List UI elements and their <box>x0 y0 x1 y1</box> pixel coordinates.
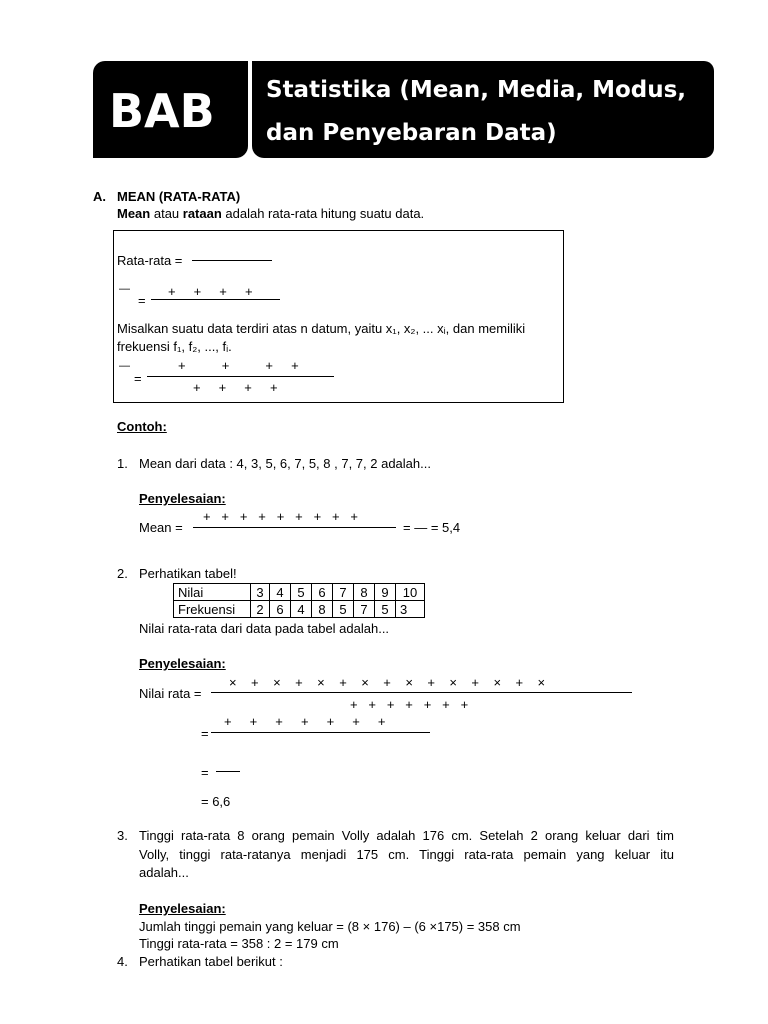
solution-2-label: Penyelesaian: <box>139 656 226 671</box>
formula-plus-row: + + + + <box>168 284 253 299</box>
chapter-title-box <box>252 61 714 158</box>
chapter-label-box <box>93 61 248 158</box>
xbar-symbol: — <box>119 360 130 372</box>
table-header-nilai: Nilai <box>174 584 251 601</box>
table-cell: 3 <box>396 601 425 618</box>
question-4-text: Perhatikan tabel berikut : <box>139 954 283 969</box>
solution-2-operator-row: × + × + × + × + × + × + × + × <box>229 675 546 690</box>
table-header-frekuensi: Frekuensi <box>174 601 251 618</box>
chapter-title-line-2: dan Penyebaran Data) <box>266 120 557 146</box>
fraction-bar <box>211 732 430 733</box>
solution-2-plus-row-bottom: + + + + + + + <box>350 697 469 712</box>
table-cell: 7 <box>354 601 375 618</box>
formula-description-line-1: Misalkan suatu data terdiri atas n datum, yaitu x₁, x₂, ... xᵢ, dan memiliki <box>117 321 526 336</box>
table-cell: 6 <box>270 601 291 618</box>
chapter-label: BAB <box>109 84 215 138</box>
intro-definition: adalah rata-rata hitung suatu data. <box>221 206 425 221</box>
equals-sign: = <box>134 371 142 386</box>
table-cell: 4 <box>291 601 312 618</box>
formula-description-line-2: frekuensi f₁, f₂, ..., fᵢ. <box>117 339 232 354</box>
section-intro <box>117 207 424 220</box>
intro-term-mean: Mean <box>117 206 151 221</box>
table-cell: 4 <box>270 584 291 601</box>
solution-3-label: Penyelesaian: <box>139 901 226 916</box>
fraction-bar <box>151 299 280 300</box>
table-cell: 7 <box>333 584 354 601</box>
question-3-line-1: Tinggi rata-rata 8 orang pemain Volly adalah 176 cm. Setelah 2 orang keluar dari tim <box>139 828 674 843</box>
equals-sign: = <box>201 726 209 741</box>
equals-sign: = <box>138 293 146 308</box>
table-row <box>174 601 425 618</box>
question-4-number: 4. <box>117 954 128 969</box>
section-marker: A. <box>93 189 106 204</box>
fraction-bar <box>192 260 272 261</box>
solution-2-plus-row-second: + + + + + + + <box>224 714 386 729</box>
solution-1-label: Penyelesaian: <box>139 491 226 506</box>
question-2-text: Perhatikan tabel! <box>139 566 237 581</box>
fraction-bar <box>216 771 240 772</box>
frequency-table <box>173 583 425 618</box>
intro-connector: atau <box>150 206 183 221</box>
table-row <box>174 584 425 601</box>
solution-2-result: = 6,6 <box>201 794 231 809</box>
fraction-bar <box>211 692 632 693</box>
question-2-number: 2. <box>117 566 128 581</box>
solution-1-mean-label: Mean = <box>139 520 183 535</box>
fraction-bar <box>193 527 396 528</box>
question-3-line-3: adalah... <box>139 865 189 880</box>
solution-3-line-2: Tinggi rata-rata = 358 : 2 = 179 cm <box>139 936 339 951</box>
chapter-title-line-1: Statistika (Mean, Media, Modus, <box>266 77 687 103</box>
table-cell: 5 <box>291 584 312 601</box>
rata-rata-label: Rata-rata = <box>117 253 183 268</box>
example-label: Contoh: <box>117 419 167 434</box>
solution-3-line-1: Jumlah tinggi pemain yang keluar = (8 × 176) – (6 ×175) = 358 cm <box>139 919 521 934</box>
formula-plus-row-top: + + + + <box>178 358 299 373</box>
table-cell: 8 <box>312 601 333 618</box>
table-cell: 9 <box>375 584 396 601</box>
formula-plus-row-bottom: + + + + <box>193 380 278 395</box>
solution-2-nilai-label: Nilai rata = <box>139 686 202 701</box>
question-1-number: 1. <box>117 456 128 471</box>
table-cell: 10 <box>396 584 425 601</box>
table-cell: 3 <box>251 584 270 601</box>
question-2-prompt: Nilai rata-rata dari data pada tabel adalah... <box>139 621 390 636</box>
solution-1-plus-row: + + + + + + + + + <box>203 509 359 524</box>
table-cell: 8 <box>354 584 375 601</box>
question-3-number: 3. <box>117 828 128 843</box>
equals-sign: = <box>201 765 209 780</box>
question-3-line-2: Volly, tinggi rata-ratanya menjadi 175 cm. Tinggi rata-rata pemain yang keluar itu <box>139 847 674 862</box>
table-cell: 5 <box>333 601 354 618</box>
table-cell: 2 <box>251 601 270 618</box>
intro-term-rataan: rataan <box>182 206 222 221</box>
fraction-bar <box>147 376 334 377</box>
table-cell: 5 <box>375 601 396 618</box>
table-cell: 6 <box>312 584 333 601</box>
section-heading: MEAN (RATA-RATA) <box>117 189 241 204</box>
xbar-symbol: — <box>119 283 130 295</box>
question-1-text: Mean dari data : 4, 3, 5, 6, 7, 5, 8 , 7, 7, 2 adalah... <box>139 456 431 471</box>
solution-1-result: = — = 5,4 <box>403 520 461 535</box>
